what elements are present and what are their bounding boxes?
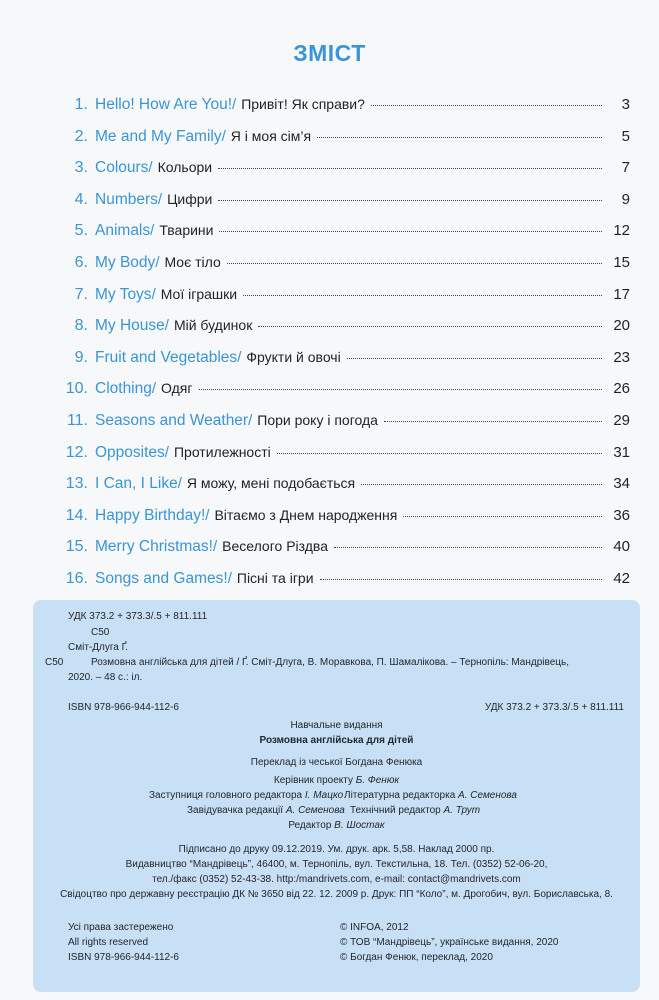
toc-title-en: Fruit and Vegetables	[95, 348, 238, 366]
toc-title-en: Numbers	[95, 190, 158, 208]
toc-separator: /	[227, 569, 232, 587]
bib-line-1: Розмовна англійська для дітей / Ґ. Сміт-Длуга, В. Моравкова, П. Шамалікова. – Тернопіль: Мандрівець,	[91, 657, 569, 668]
toc-leader-dots	[227, 263, 602, 264]
toc-title-ua: Вітаємо з Днем народження	[214, 506, 398, 523]
toc-separator: /	[150, 222, 155, 240]
toc-page-number: 29	[613, 411, 630, 429]
toc-separator: /	[221, 127, 226, 145]
toc-page-number: 17	[613, 285, 630, 303]
rights-en: All rights reserved	[68, 937, 149, 948]
toc-number: 5.	[74, 222, 88, 240]
toc-title-ua: Моє тіло	[164, 253, 221, 270]
toc-title-en: My House	[95, 317, 165, 335]
udk-right: УДК 373.2 + 373.3/.5 + 811.111	[484, 702, 624, 713]
toc-number: 7.	[74, 285, 88, 303]
toc-page-number: 7	[621, 159, 630, 177]
toc-title-ua: Мій будинок	[173, 317, 253, 334]
copyright-1: © INFOA, 2012	[340, 922, 409, 933]
toc-title-en: Hello! How Are You!	[95, 96, 233, 113]
toc-separator: /	[151, 285, 156, 303]
toc-title-en: Seasons and Weather	[95, 411, 249, 429]
toc-entry[interactable]	[55, 96, 630, 128]
toc-separator: /	[212, 538, 218, 556]
toc-number: 1.	[74, 96, 88, 113]
toc-leader-dots	[199, 389, 603, 390]
toc-title-ua: Фрукти й овочі	[246, 348, 341, 365]
toc-leader-dots	[218, 200, 602, 201]
toc-number: 2.	[74, 127, 88, 145]
toc-entry[interactable]	[55, 444, 630, 476]
toc-title-en: Happy Birthday!	[95, 506, 206, 524]
toc-title-en: Me and My Family	[95, 127, 222, 145]
toc-leader-dots	[371, 105, 602, 106]
toc-number: 9.	[74, 348, 88, 366]
table-of-contents	[55, 96, 630, 602]
toc-number: 15.	[65, 538, 88, 556]
toc-number: 10.	[65, 380, 88, 398]
toc-leader-dots	[218, 168, 602, 169]
tech-editor: Технічний редактор А. Трут	[350, 805, 481, 816]
toc-title-ua: Я і моя сім’я	[230, 127, 312, 144]
toc-separator: /	[148, 159, 153, 177]
toc-entry[interactable]	[55, 570, 630, 602]
toc-page-number: 23	[613, 348, 630, 366]
edition-type: Навчальне видання	[290, 720, 383, 731]
toc-entry[interactable]	[55, 128, 630, 160]
toc-leader-dots	[277, 453, 602, 454]
toc-separator: /	[164, 443, 169, 461]
toc-page-number: 20	[613, 317, 630, 335]
isbn-bottom: ISBN 978-966-944-112-6	[68, 952, 179, 963]
copyright-3: © Богдан Фенюк, переклад, 2020	[340, 952, 493, 963]
toc-separator: /	[237, 348, 242, 366]
toc-separator: /	[177, 475, 182, 493]
toc-number: 16.	[65, 569, 88, 587]
toc-number: 14.	[65, 506, 88, 524]
toc-entry[interactable]	[55, 191, 630, 223]
toc-title-ua: Одяг	[161, 380, 193, 397]
publisher-address: Видавництво “Мандрівець”, 46400, м. Тернопіль, вул. Текстильна, 18. Тел. (0352) 52-06-20,	[125, 859, 548, 870]
editor: Редактор В. Шостак	[288, 820, 385, 831]
toc-page-number: 3	[621, 96, 630, 113]
toc-title-ua: Я можу, мені подобається	[186, 475, 356, 492]
toc-leader-dots	[317, 137, 602, 138]
toc-entry[interactable]	[55, 159, 630, 191]
toc-leader-dots	[384, 421, 602, 422]
toc-separator: /	[248, 411, 253, 429]
rights-ua: Усі права застережено	[68, 922, 174, 933]
toc-title-en: Clothing	[95, 380, 152, 398]
toc-page-number: 12	[613, 222, 630, 240]
catalog-code-left: С50	[45, 657, 64, 668]
toc-title-ua: Пори року і погода	[257, 411, 378, 428]
toc-title-ua: Кольори	[157, 159, 213, 176]
author-short: Сміт-Длуга Ґ.	[68, 642, 129, 653]
toc-entry[interactable]	[55, 507, 630, 539]
copyright-2: © ТОВ “Мандрівець”, українське видання, 2020	[340, 937, 559, 948]
head-office: Завідувачка редакції А. Семенова	[187, 805, 345, 816]
signed-to-print: Підписано до друку 09.12.2019. Ум. друк. арк. 5,58. Наклад 2000 пр.	[178, 844, 495, 855]
toc-leader-dots	[258, 326, 602, 327]
toc-page-number: 42	[613, 569, 630, 587]
toc-title-ua: Веселого Різдва	[222, 538, 328, 555]
toc-page-number: 31	[613, 443, 630, 461]
toc-entry[interactable]	[55, 349, 630, 381]
toc-title-en: My Toys	[95, 285, 152, 303]
toc-title-en: I Can, I Like	[95, 475, 178, 493]
toc-leader-dots	[243, 295, 602, 296]
udk-top: УДК 373.2 + 373.3/.5 + 811.111	[68, 611, 208, 622]
toc-page-number: 40	[613, 538, 630, 556]
toc-number: 4.	[74, 190, 88, 208]
toc-entry[interactable]	[55, 317, 630, 349]
project-head: Керівник проекту Б. Фенюк	[273, 775, 400, 786]
toc-title-ua: Мої іграшки	[160, 285, 238, 302]
toc-separator: /	[232, 96, 237, 113]
toc-entry[interactable]	[55, 286, 630, 318]
toc-title-ua: Пісні та ігри	[236, 569, 314, 586]
page-title: ЗМІСТ	[293, 40, 366, 66]
publisher-contacts: тел./факс (0352) 52-43-38. http:/mandrivets.com, e-mail: contact@mandrivets.com	[152, 874, 521, 885]
toc-entry[interactable]	[55, 222, 630, 254]
toc-title-en: Colours	[95, 159, 149, 177]
toc-entry[interactable]	[55, 538, 630, 570]
toc-number: 6.	[74, 253, 88, 271]
toc-entry[interactable]	[55, 412, 630, 444]
bib-line-2: 2020. – 48 с.: іл.	[68, 672, 143, 683]
toc-page-number: 36	[613, 506, 630, 524]
toc-title-en: Songs and Games!	[95, 569, 228, 587]
toc-entry[interactable]	[55, 380, 630, 412]
toc-title-ua: Тварини	[159, 222, 214, 239]
toc-title-ua: Цифри	[167, 190, 213, 207]
toc-title-en: Animals	[95, 222, 151, 240]
toc-page-number: 15	[613, 253, 630, 271]
toc-leader-dots	[334, 547, 602, 548]
toc-number: 11.	[66, 411, 88, 429]
toc-title-ua: Привіт! Як справи?	[241, 96, 365, 112]
book-title: Розмовна англійська для дітей	[259, 735, 414, 746]
toc-title-en: My Body	[95, 253, 156, 271]
toc-title-en: Opposites	[95, 443, 165, 461]
toc-number: 13.	[65, 475, 88, 493]
toc-separator: /	[205, 506, 210, 524]
toc-page-number: 5	[621, 127, 630, 145]
translation-note: Переклад із чеської Богдана Фенюка	[250, 757, 423, 768]
toc-separator: /	[157, 190, 163, 208]
imprint-block	[33, 600, 640, 992]
toc-leader-dots	[320, 579, 602, 580]
toc-leader-dots	[361, 484, 602, 485]
toc-leader-dots	[219, 231, 602, 232]
toc-entry[interactable]	[55, 475, 630, 507]
lit-editor: Літературна редакторка А. Семенова	[344, 790, 517, 801]
toc-entry[interactable]	[55, 254, 630, 286]
toc-title-en: Merry Christmas!	[95, 538, 213, 556]
toc-page-number: 9	[621, 190, 630, 208]
toc-page-number: 26	[613, 380, 630, 398]
toc-title-ua: Протилежності	[173, 443, 271, 460]
deputy-editor: Заступниця головного редактора І. Мацко	[149, 790, 344, 801]
toc-separator: /	[164, 317, 169, 335]
toc-leader-dots	[403, 516, 602, 517]
toc-separator: /	[151, 380, 157, 398]
toc-leader-dots	[347, 358, 602, 359]
toc-number: 3.	[74, 159, 88, 177]
registration-certificate: Свідоцтво про державну реєстрацію ДК № 3650 від 22. 12. 2009 р. Друк: ПП “Коло”, м. Дрогобич, вул. Бориславська, 8.	[60, 889, 613, 900]
toc-number: 12.	[65, 443, 88, 461]
toc-number: 8.	[74, 317, 88, 335]
toc-page-number: 34	[613, 475, 630, 493]
isbn-left: ISBN 978-966-944-112-6	[68, 702, 179, 713]
catalog-code: С50	[91, 627, 110, 638]
toc-separator: /	[155, 253, 160, 271]
